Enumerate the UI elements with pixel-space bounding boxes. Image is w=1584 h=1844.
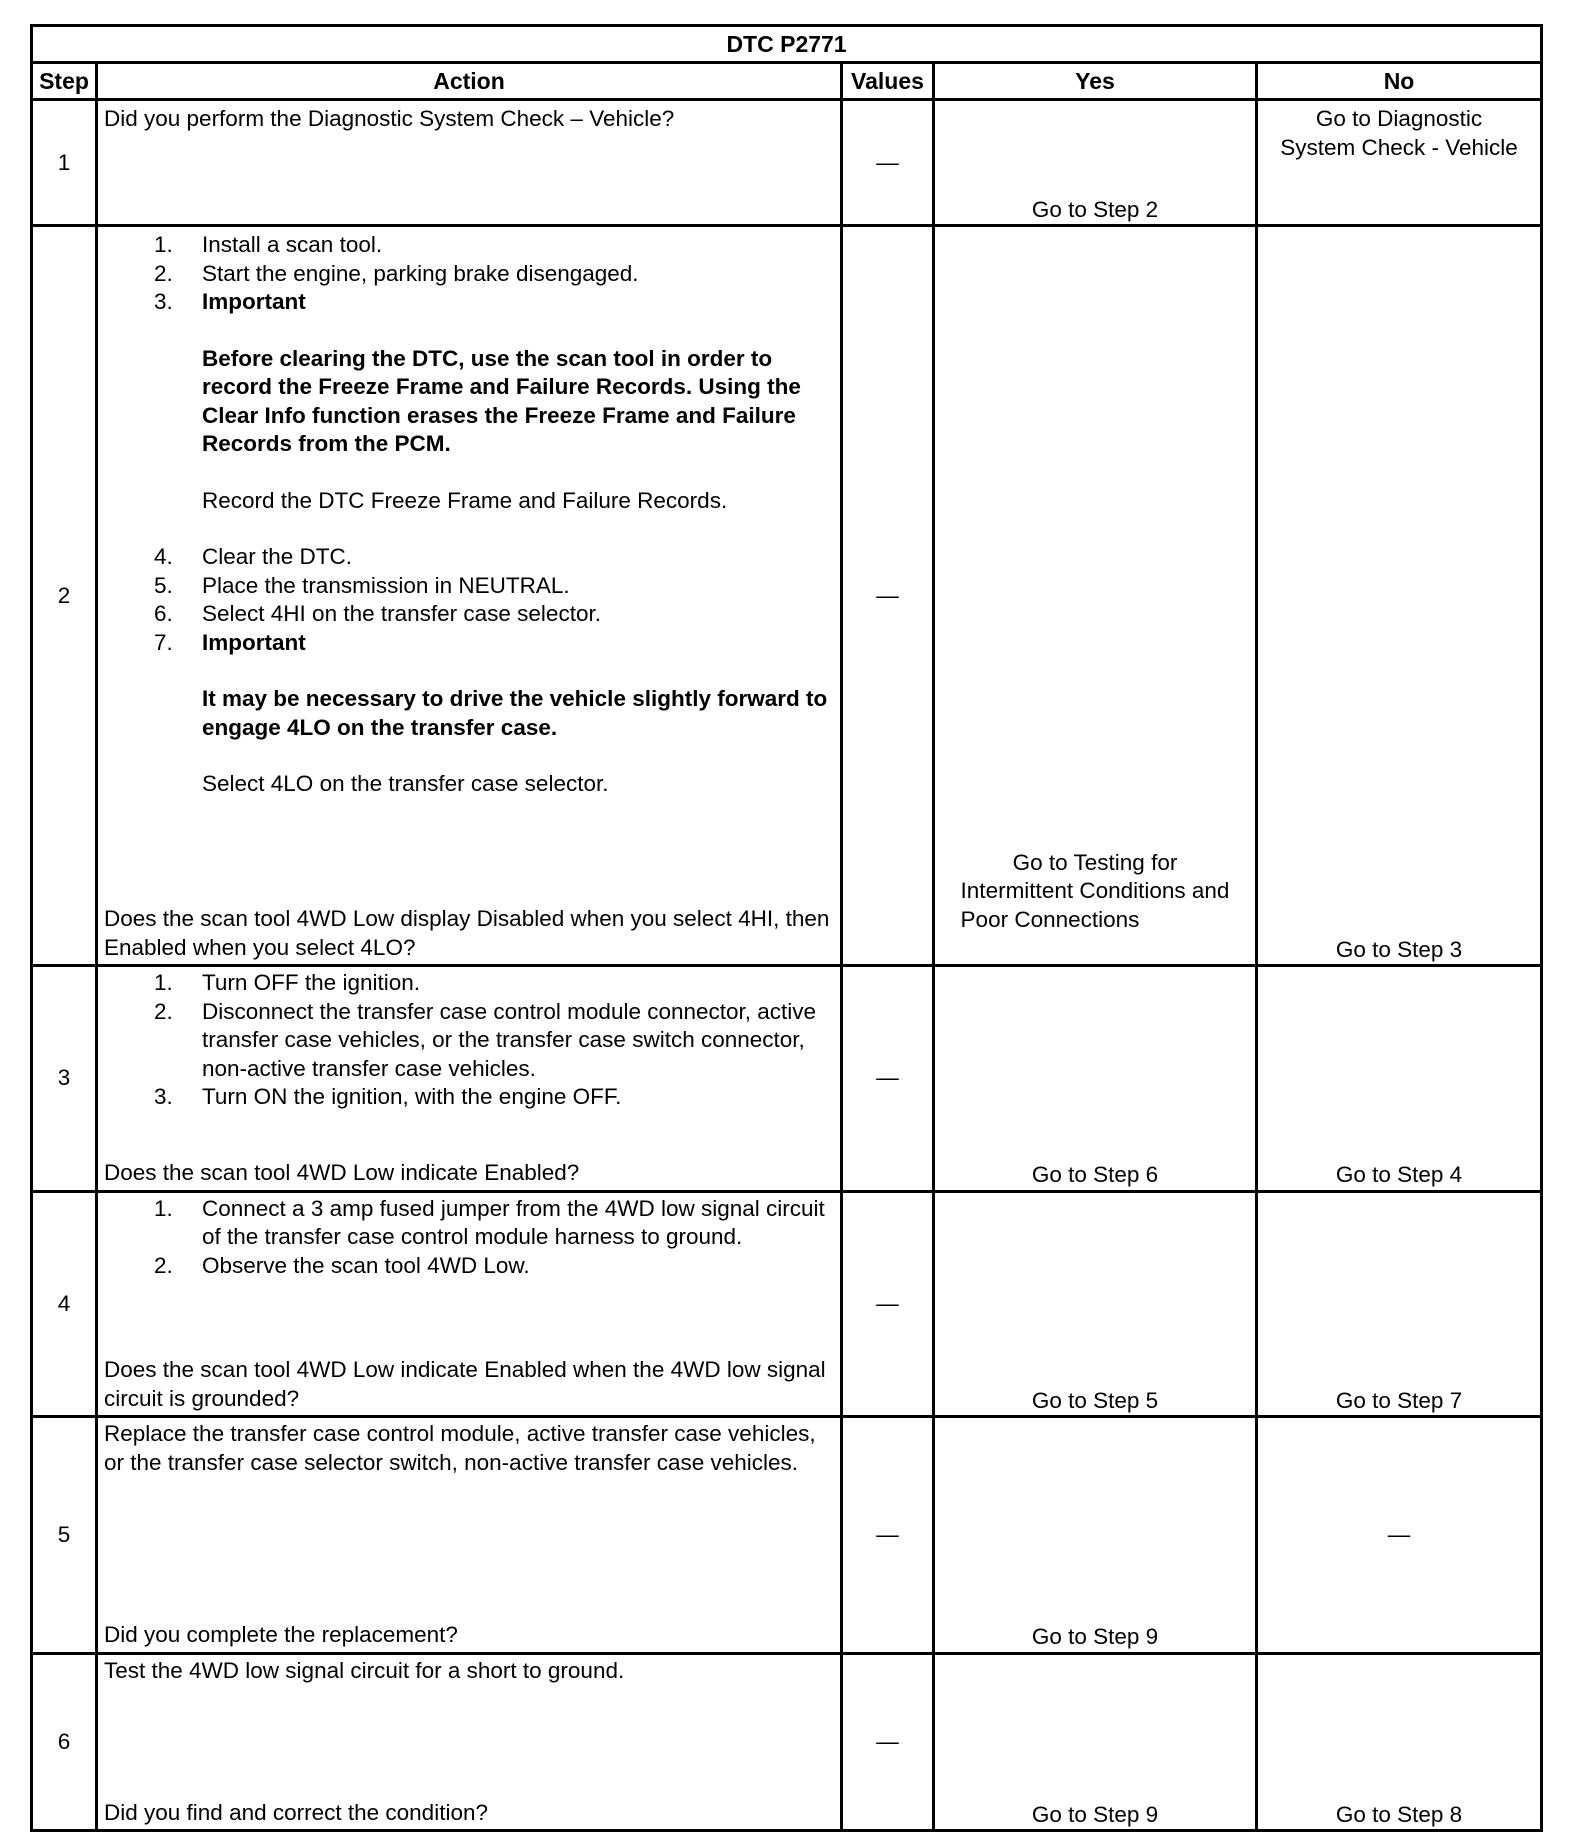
list-item <box>104 231 834 260</box>
note-instruction: Select 4LO on the transfer case selector. <box>202 771 609 797</box>
table-row <box>32 1191 1542 1416</box>
yes-line: Go to Testing for <box>1012 849 1178 875</box>
yes-cell: Go to Step 9 <box>934 1417 1257 1654</box>
important-label: Important <box>202 289 306 315</box>
action-steps <box>104 231 834 799</box>
no-cell: — <box>1257 1417 1542 1654</box>
action-steps <box>104 1195 834 1281</box>
table-title-row <box>32 26 1542 63</box>
header-action: Action <box>97 63 842 100</box>
action-steps <box>104 969 834 1112</box>
step-number: 2 <box>32 226 97 966</box>
step-number: 1 <box>32 100 97 226</box>
item-text: Observe the scan tool 4WD Low. <box>202 1252 530 1278</box>
item-number: 5. <box>154 572 173 598</box>
item-number: 3. <box>154 289 173 315</box>
header-step: Step <box>32 63 97 100</box>
action-text: Test the 4WD low signal circuit for a short to ground. <box>104 1657 625 1683</box>
values-cell: — <box>842 226 934 966</box>
header-values: Values <box>842 63 934 100</box>
header-yes: Yes <box>934 63 1257 100</box>
item-text: Install a scan tool. <box>202 232 383 258</box>
action-cell <box>97 1417 842 1654</box>
no-cell: Go to Step 8 <box>1257 1653 1542 1830</box>
item-number: 4. <box>154 544 173 570</box>
item-text: Start the engine, parking brake disengaged. <box>202 260 639 286</box>
list-item <box>104 572 834 601</box>
important-note: Before clearing the DTC, use the scan tool in order to record the Freeze Frame and Failure Records. Using the Clear Info function erases the Freeze Frame and Failure Records from the PCM. <box>202 345 801 457</box>
step-number: 6 <box>32 1653 97 1830</box>
yes-line: Poor Connections <box>960 906 1140 932</box>
yes-cell: Go to Step 5 <box>934 1191 1257 1416</box>
item-text: Turn OFF the ignition. <box>202 970 421 996</box>
item-number: 7. <box>154 629 173 655</box>
item-text: Place the transmission in NEUTRAL. <box>202 572 570 598</box>
action-cell <box>97 226 842 966</box>
yes-cell: Go to Step 9 <box>934 1653 1257 1830</box>
list-item <box>104 600 834 629</box>
action-question: Does the scan tool 4WD Low display Disabled when you select 4HI, then Enabled when you select 4LO? <box>104 906 830 960</box>
action-cell <box>97 1191 842 1416</box>
list-item <box>104 1083 834 1112</box>
step-number: 3 <box>32 966 97 1191</box>
list-item <box>104 998 834 1084</box>
item-text: Turn ON the ignition, with the engine OFF. <box>202 1084 622 1110</box>
table-row <box>32 1653 1542 1830</box>
no-line: Go to Diagnostic <box>1315 106 1483 132</box>
step-number: 4 <box>32 1191 97 1416</box>
no-cell: Go to Step 7 <box>1257 1191 1542 1416</box>
item-number: 2. <box>154 1252 173 1278</box>
item-number: 1. <box>154 232 173 258</box>
no-cell <box>1257 100 1542 226</box>
step-number: 5 <box>32 1417 97 1654</box>
list-item <box>104 260 834 289</box>
list-item <box>104 288 834 515</box>
note-instruction: Record the DTC Freeze Frame and Failure Records. <box>202 487 728 513</box>
action-cell <box>97 100 842 226</box>
action-cell <box>97 966 842 1191</box>
action-question: Did you find and correct the condition? <box>104 1799 488 1825</box>
item-number: 6. <box>154 601 173 627</box>
important-label: Important <box>202 629 306 655</box>
action-text: Did you perform the Diagnostic System Check – Vehicle? <box>104 106 675 132</box>
list-item <box>104 1195 834 1252</box>
values-cell: — <box>842 1191 934 1416</box>
item-text: Select 4HI on the transfer case selector. <box>202 601 601 627</box>
values-cell: — <box>842 1653 934 1830</box>
values-cell: — <box>842 966 934 1191</box>
header-no: No <box>1257 63 1542 100</box>
table-row <box>32 100 1542 226</box>
list-item <box>104 1252 834 1281</box>
table-title: DTC P2771 <box>32 26 1542 63</box>
action-question: Did you complete the replacement? <box>104 1622 458 1648</box>
yes-cell: Go to Step 6 <box>934 966 1257 1191</box>
action-question: Does the scan tool 4WD Low indicate Enabled? <box>104 1160 580 1186</box>
action-text: Replace the transfer case control module, active transfer case vehicles, or the transfer case selector switch, non-active transfer case vehicles. <box>104 1421 816 1475</box>
table-row <box>32 226 1542 966</box>
list-item <box>104 543 834 572</box>
item-number: 1. <box>154 1195 173 1221</box>
no-cell: Go to Step 4 <box>1257 966 1542 1191</box>
item-number: 2. <box>154 260 173 286</box>
item-number: 1. <box>154 970 173 996</box>
action-question: Does the scan tool 4WD Low indicate Enabled when the 4WD low signal circuit is grounded? <box>104 1357 826 1411</box>
list-item <box>104 629 834 799</box>
values-cell: — <box>842 1417 934 1654</box>
item-text: Connect a 3 amp fused jumper from the 4WD low signal circuit of the transfer case control module harness to ground. <box>202 1195 825 1250</box>
dtc-table <box>30 24 1543 1832</box>
list-item <box>104 969 834 998</box>
item-number: 2. <box>154 998 173 1024</box>
no-cell: Go to Step 3 <box>1257 226 1542 966</box>
important-note: It may be necessary to drive the vehicle slightly forward to engage 4LO on the transfer case. <box>202 686 828 740</box>
item-number: 3. <box>154 1084 173 1110</box>
yes-cell <box>934 226 1257 966</box>
table-header-row <box>32 63 1542 100</box>
item-text: Clear the DTC. <box>202 544 353 570</box>
values-cell: — <box>842 100 934 226</box>
item-text: Disconnect the transfer case control module connector, active transfer case vehicles, or the transfer case switch connector, non-active transfer case vehicles. <box>202 998 817 1081</box>
yes-line: Intermittent Conditions and <box>960 878 1230 904</box>
yes-cell: Go to Step 2 <box>934 100 1257 226</box>
action-cell <box>97 1653 842 1830</box>
no-line: System Check - Vehicle <box>1280 134 1518 160</box>
table-row <box>32 966 1542 1191</box>
table-row <box>32 1417 1542 1654</box>
